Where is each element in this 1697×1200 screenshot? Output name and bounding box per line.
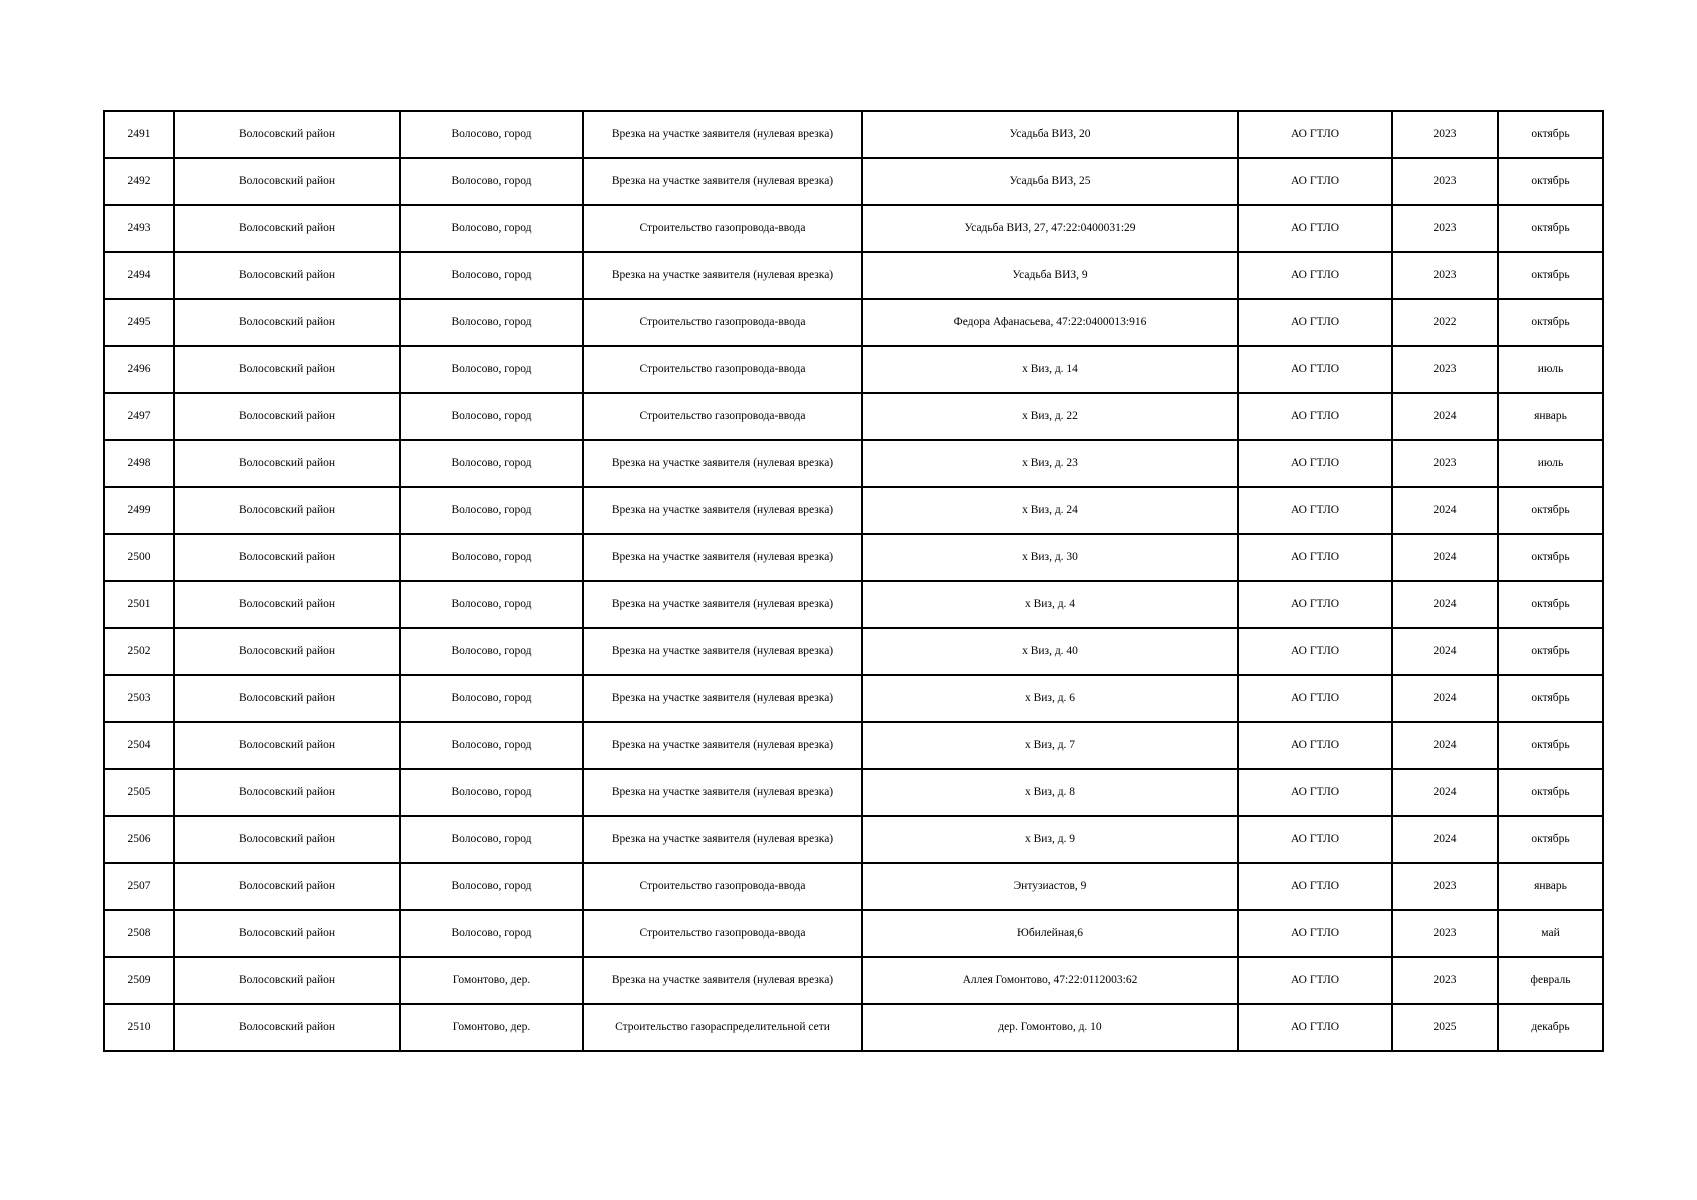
- cell-month: октябрь: [1498, 111, 1603, 158]
- cell-settlement: Волосово, город: [400, 910, 583, 957]
- cell-row-number: 2496: [104, 346, 174, 393]
- table-row: [104, 252, 1603, 299]
- cell-settlement: Волосово, город: [400, 346, 583, 393]
- cell-row-number: 2501: [104, 581, 174, 628]
- cell-year: 2023: [1392, 111, 1498, 158]
- table-row: [104, 769, 1603, 816]
- table-row: [104, 440, 1603, 487]
- cell-row-number: 2491: [104, 111, 174, 158]
- cell-settlement: Волосово, город: [400, 158, 583, 205]
- cell-organization: АО ГТЛО: [1238, 111, 1392, 158]
- cell-work-type: Строительство газораспределительной сети: [583, 1004, 862, 1051]
- cell-district: Волосовский район: [174, 205, 400, 252]
- table-row: [104, 346, 1603, 393]
- cell-row-number: 2494: [104, 252, 174, 299]
- cell-work-type: Врезка на участке заявителя (нулевая врезка): [583, 628, 862, 675]
- cell-month: февраль: [1498, 957, 1603, 1004]
- cell-month: октябрь: [1498, 487, 1603, 534]
- cell-month: октябрь: [1498, 816, 1603, 863]
- cell-district: Волосовский район: [174, 158, 400, 205]
- cell-work-type: Врезка на участке заявителя (нулевая врезка): [583, 158, 862, 205]
- cell-row-number: 2510: [104, 1004, 174, 1051]
- cell-district: Волосовский район: [174, 252, 400, 299]
- cell-month: май: [1498, 910, 1603, 957]
- cell-row-number: 2503: [104, 675, 174, 722]
- cell-district: Волосовский район: [174, 816, 400, 863]
- cell-year: 2025: [1392, 1004, 1498, 1051]
- cell-year: 2024: [1392, 487, 1498, 534]
- cell-row-number: 2492: [104, 158, 174, 205]
- cell-address: х Виз, д. 14: [862, 346, 1238, 393]
- cell-month: октябрь: [1498, 534, 1603, 581]
- cell-row-number: 2502: [104, 628, 174, 675]
- cell-district: Волосовский район: [174, 675, 400, 722]
- cell-organization: АО ГТЛО: [1238, 769, 1392, 816]
- cell-month: июль: [1498, 440, 1603, 487]
- cell-month: октябрь: [1498, 628, 1603, 675]
- cell-year: 2024: [1392, 393, 1498, 440]
- cell-row-number: 2508: [104, 910, 174, 957]
- cell-year: 2024: [1392, 534, 1498, 581]
- cell-work-type: Врезка на участке заявителя (нулевая врезка): [583, 440, 862, 487]
- cell-organization: АО ГТЛО: [1238, 487, 1392, 534]
- cell-settlement: Волосово, город: [400, 252, 583, 299]
- cell-district: Волосовский район: [174, 863, 400, 910]
- cell-year: 2023: [1392, 205, 1498, 252]
- gasification-table: [103, 110, 1604, 1052]
- cell-district: Волосовский район: [174, 299, 400, 346]
- table-row: [104, 957, 1603, 1004]
- cell-work-type: Врезка на участке заявителя (нулевая врезка): [583, 581, 862, 628]
- table-row: [104, 628, 1603, 675]
- cell-month: октябрь: [1498, 581, 1603, 628]
- cell-year: 2024: [1392, 581, 1498, 628]
- cell-address: Федора Афанасьева, 47:22:0400013:916: [862, 299, 1238, 346]
- cell-organization: АО ГТЛО: [1238, 205, 1392, 252]
- cell-address: х Виз, д. 8: [862, 769, 1238, 816]
- cell-year: 2023: [1392, 158, 1498, 205]
- table-row: [104, 111, 1603, 158]
- table-row: [104, 722, 1603, 769]
- table-row: [104, 910, 1603, 957]
- cell-settlement: Волосово, город: [400, 393, 583, 440]
- cell-month: октябрь: [1498, 299, 1603, 346]
- cell-month: октябрь: [1498, 675, 1603, 722]
- cell-address: х Виз, д. 24: [862, 487, 1238, 534]
- cell-year: 2023: [1392, 252, 1498, 299]
- cell-district: Волосовский район: [174, 957, 400, 1004]
- cell-month: октябрь: [1498, 252, 1603, 299]
- cell-address: Юбилейная,6: [862, 910, 1238, 957]
- cell-district: Волосовский район: [174, 581, 400, 628]
- cell-district: Волосовский район: [174, 487, 400, 534]
- cell-settlement: Волосово, город: [400, 534, 583, 581]
- table-row: [104, 581, 1603, 628]
- cell-address: Усадьба ВИЗ, 27, 47:22:0400031:29: [862, 205, 1238, 252]
- cell-settlement: Волосово, город: [400, 440, 583, 487]
- cell-year: 2023: [1392, 440, 1498, 487]
- cell-work-type: Врезка на участке заявителя (нулевая врезка): [583, 722, 862, 769]
- cell-address: х Виз, д. 22: [862, 393, 1238, 440]
- table-row: [104, 675, 1603, 722]
- cell-address: х Виз, д. 4: [862, 581, 1238, 628]
- cell-organization: АО ГТЛО: [1238, 1004, 1392, 1051]
- cell-year: 2024: [1392, 675, 1498, 722]
- table-row: [104, 1004, 1603, 1051]
- cell-work-type: Врезка на участке заявителя (нулевая врезка): [583, 816, 862, 863]
- cell-organization: АО ГТЛО: [1238, 393, 1392, 440]
- cell-address: х Виз, д. 40: [862, 628, 1238, 675]
- cell-row-number: 2498: [104, 440, 174, 487]
- cell-year: 2023: [1392, 863, 1498, 910]
- table-row: [104, 863, 1603, 910]
- table-body: [104, 111, 1603, 1051]
- cell-row-number: 2500: [104, 534, 174, 581]
- cell-organization: АО ГТЛО: [1238, 299, 1392, 346]
- cell-work-type: Врезка на участке заявителя (нулевая врезка): [583, 957, 862, 1004]
- cell-settlement: Волосово, город: [400, 487, 583, 534]
- cell-row-number: 2499: [104, 487, 174, 534]
- cell-year: 2024: [1392, 628, 1498, 675]
- cell-address: дер. Гомонтово, д. 10: [862, 1004, 1238, 1051]
- cell-organization: АО ГТЛО: [1238, 534, 1392, 581]
- cell-district: Волосовский район: [174, 346, 400, 393]
- cell-settlement: Волосово, город: [400, 628, 583, 675]
- cell-row-number: 2506: [104, 816, 174, 863]
- cell-address: х Виз, д. 6: [862, 675, 1238, 722]
- cell-address: Аллея Гомонтово, 47:22:0112003:62: [862, 957, 1238, 1004]
- cell-settlement: Волосово, город: [400, 863, 583, 910]
- cell-settlement: Волосово, город: [400, 111, 583, 158]
- cell-organization: АО ГТЛО: [1238, 957, 1392, 1004]
- cell-organization: АО ГТЛО: [1238, 910, 1392, 957]
- cell-district: Волосовский район: [174, 769, 400, 816]
- cell-district: Волосовский район: [174, 393, 400, 440]
- cell-address: х Виз, д. 9: [862, 816, 1238, 863]
- cell-organization: АО ГТЛО: [1238, 816, 1392, 863]
- cell-settlement: Волосово, город: [400, 722, 583, 769]
- cell-work-type: Врезка на участке заявителя (нулевая врезка): [583, 111, 862, 158]
- cell-work-type: Врезка на участке заявителя (нулевая врезка): [583, 769, 862, 816]
- cell-organization: АО ГТЛО: [1238, 252, 1392, 299]
- cell-row-number: 2493: [104, 205, 174, 252]
- cell-settlement: Волосово, город: [400, 205, 583, 252]
- cell-organization: АО ГТЛО: [1238, 863, 1392, 910]
- cell-row-number: 2497: [104, 393, 174, 440]
- cell-month: декабрь: [1498, 1004, 1603, 1051]
- cell-settlement: Волосово, город: [400, 769, 583, 816]
- cell-work-type: Врезка на участке заявителя (нулевая врезка): [583, 252, 862, 299]
- cell-year: 2023: [1392, 346, 1498, 393]
- cell-year: 2024: [1392, 722, 1498, 769]
- cell-work-type: Строительство газопровода-ввода: [583, 346, 862, 393]
- cell-organization: АО ГТЛО: [1238, 440, 1392, 487]
- cell-row-number: 2504: [104, 722, 174, 769]
- cell-organization: АО ГТЛО: [1238, 675, 1392, 722]
- cell-work-type: Врезка на участке заявителя (нулевая врезка): [583, 534, 862, 581]
- cell-month: июль: [1498, 346, 1603, 393]
- table-row: [104, 816, 1603, 863]
- cell-work-type: Врезка на участке заявителя (нулевая врезка): [583, 487, 862, 534]
- cell-address: Усадьба ВИЗ, 20: [862, 111, 1238, 158]
- cell-district: Волосовский район: [174, 1004, 400, 1051]
- cell-district: Волосовский район: [174, 722, 400, 769]
- cell-work-type: Строительство газопровода-ввода: [583, 299, 862, 346]
- cell-settlement: Волосово, город: [400, 675, 583, 722]
- cell-address: х Виз, д. 30: [862, 534, 1238, 581]
- cell-work-type: Строительство газопровода-ввода: [583, 863, 862, 910]
- cell-year: 2022: [1392, 299, 1498, 346]
- cell-year: 2023: [1392, 910, 1498, 957]
- cell-year: 2024: [1392, 769, 1498, 816]
- table-row: [104, 393, 1603, 440]
- cell-settlement: Гомонтово, дер.: [400, 1004, 583, 1051]
- cell-address: Усадьба ВИЗ, 9: [862, 252, 1238, 299]
- cell-row-number: 2495: [104, 299, 174, 346]
- cell-work-type: Строительство газопровода-ввода: [583, 205, 862, 252]
- cell-organization: АО ГТЛО: [1238, 346, 1392, 393]
- cell-row-number: 2507: [104, 863, 174, 910]
- cell-row-number: 2509: [104, 957, 174, 1004]
- cell-district: Волосовский район: [174, 534, 400, 581]
- table-row: [104, 299, 1603, 346]
- cell-work-type: Строительство газопровода-ввода: [583, 393, 862, 440]
- table-row: [104, 487, 1603, 534]
- cell-address: х Виз, д. 7: [862, 722, 1238, 769]
- cell-month: январь: [1498, 393, 1603, 440]
- cell-settlement: Волосово, город: [400, 299, 583, 346]
- cell-address: х Виз, д. 23: [862, 440, 1238, 487]
- cell-work-type: Врезка на участке заявителя (нулевая врезка): [583, 675, 862, 722]
- cell-row-number: 2505: [104, 769, 174, 816]
- cell-month: январь: [1498, 863, 1603, 910]
- cell-organization: АО ГТЛО: [1238, 158, 1392, 205]
- table-row: [104, 205, 1603, 252]
- cell-organization: АО ГТЛО: [1238, 581, 1392, 628]
- cell-settlement: Волосово, город: [400, 816, 583, 863]
- cell-month: октябрь: [1498, 205, 1603, 252]
- cell-district: Волосовский район: [174, 440, 400, 487]
- cell-district: Волосовский район: [174, 111, 400, 158]
- cell-year: 2023: [1392, 957, 1498, 1004]
- cell-settlement: Гомонтово, дер.: [400, 957, 583, 1004]
- table-row: [104, 534, 1603, 581]
- cell-address: Энтузиастов, 9: [862, 863, 1238, 910]
- cell-organization: АО ГТЛО: [1238, 628, 1392, 675]
- cell-district: Волосовский район: [174, 910, 400, 957]
- cell-settlement: Волосово, город: [400, 581, 583, 628]
- cell-month: октябрь: [1498, 158, 1603, 205]
- cell-district: Волосовский район: [174, 628, 400, 675]
- cell-work-type: Строительство газопровода-ввода: [583, 910, 862, 957]
- cell-month: октябрь: [1498, 722, 1603, 769]
- cell-month: октябрь: [1498, 769, 1603, 816]
- cell-address: Усадьба ВИЗ, 25: [862, 158, 1238, 205]
- cell-year: 2024: [1392, 816, 1498, 863]
- table-row: [104, 158, 1603, 205]
- cell-organization: АО ГТЛО: [1238, 722, 1392, 769]
